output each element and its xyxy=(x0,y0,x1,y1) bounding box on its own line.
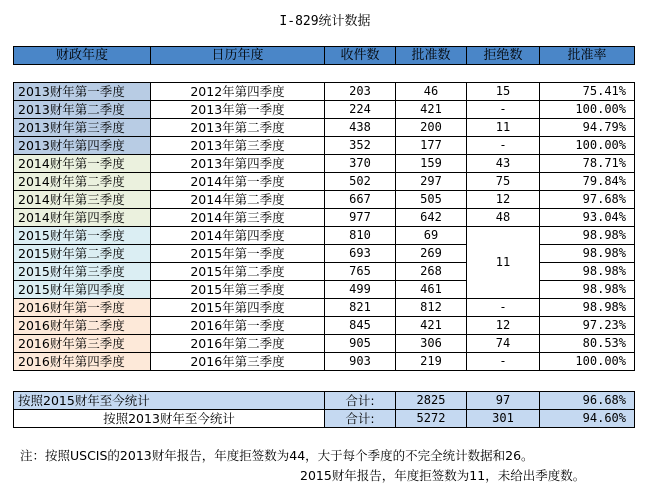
page-title: I-829统计数据 xyxy=(279,14,371,29)
cell-approval-rate: 93.04% xyxy=(540,209,635,227)
cell-received: 693 xyxy=(325,245,396,263)
header-fiscal-year: 财政年度 xyxy=(14,47,151,65)
cell-approved: 269 xyxy=(396,245,467,263)
table-row xyxy=(14,209,635,227)
table-row xyxy=(14,83,635,101)
header-denied: 拒绝数 xyxy=(467,47,540,65)
summary-row-fy2015 xyxy=(14,392,635,410)
cell-denied: 74 xyxy=(467,335,540,353)
summary-row-fy2013 xyxy=(14,410,635,428)
cell-calendar-year: 2014年第一季度 xyxy=(151,173,325,191)
cell-approved: 219 xyxy=(396,353,467,371)
cell-received: 667 xyxy=(325,191,396,209)
cell-approval-rate: 80.53% xyxy=(540,335,635,353)
summary-label: 按照2013财年至今统计 xyxy=(14,410,325,428)
cell-received: 905 xyxy=(325,335,396,353)
cell-fiscal-year: 2016财年第二季度 xyxy=(14,317,151,335)
cell-calendar-year: 2013年第三季度 xyxy=(151,137,325,155)
cell-approval-rate: 75.41% xyxy=(540,83,635,101)
cell-approval-rate: 97.23% xyxy=(540,317,635,335)
cell-denied: 75 xyxy=(467,173,540,191)
cell-received: 352 xyxy=(325,137,396,155)
summary-denied: 301 xyxy=(467,410,540,428)
cell-approval-rate: 100.00% xyxy=(540,101,635,119)
table-row xyxy=(14,317,635,335)
cell-denied: 15 xyxy=(467,83,540,101)
cell-approval-rate: 78.71% xyxy=(540,155,635,173)
cell-fiscal-year: 2015财年第一季度 xyxy=(14,227,151,245)
summary-table xyxy=(13,391,635,428)
cell-calendar-year: 2013年第一季度 xyxy=(151,101,325,119)
cell-denied: 43 xyxy=(467,155,540,173)
cell-calendar-year: 2015年第四季度 xyxy=(151,299,325,317)
cell-approved: 461 xyxy=(396,281,467,299)
cell-fiscal-year: 2014财年第四季度 xyxy=(14,209,151,227)
header-received: 收件数 xyxy=(325,47,396,65)
cell-denied-fy2015-merged: 11 xyxy=(467,227,540,299)
cell-approved: 177 xyxy=(396,137,467,155)
cell-fiscal-year: 2015财年第三季度 xyxy=(14,263,151,281)
cell-calendar-year: 2016年第三季度 xyxy=(151,353,325,371)
summary-rate: 94.60% xyxy=(540,410,635,428)
cell-approval-rate: 98.98% xyxy=(540,245,635,263)
cell-calendar-year: 2014年第四季度 xyxy=(151,227,325,245)
cell-fiscal-year: 2016财年第一季度 xyxy=(14,299,151,317)
table-row xyxy=(14,101,635,119)
cell-calendar-year: 2012年第四季度 xyxy=(151,83,325,101)
summary-received: 2825 xyxy=(396,392,467,410)
table-row xyxy=(14,299,635,317)
cell-approved: 200 xyxy=(396,119,467,137)
cell-denied: - xyxy=(467,353,540,371)
cell-calendar-year: 2014年第三季度 xyxy=(151,209,325,227)
cell-received: 499 xyxy=(325,281,396,299)
footnote-line-2: 2015财年报告，年度拒签数为11，未给出季度数。 xyxy=(300,468,586,483)
summary-total-label: 合计: xyxy=(325,392,396,410)
cell-received: 821 xyxy=(325,299,396,317)
cell-denied: - xyxy=(467,299,540,317)
cell-fiscal-year: 2013财年第四季度 xyxy=(14,137,151,155)
cell-denied: 11 xyxy=(467,119,540,137)
cell-approved: 421 xyxy=(396,101,467,119)
summary-denied: 97 xyxy=(467,392,540,410)
cell-approved: 505 xyxy=(396,191,467,209)
cell-received: 977 xyxy=(325,209,396,227)
cell-received: 370 xyxy=(325,155,396,173)
cell-calendar-year: 2015年第二季度 xyxy=(151,263,325,281)
cell-calendar-year: 2014年第二季度 xyxy=(151,191,325,209)
cell-calendar-year: 2013年第二季度 xyxy=(151,119,325,137)
cell-approval-rate: 79.84% xyxy=(540,173,635,191)
table-row xyxy=(14,155,635,173)
cell-received: 224 xyxy=(325,101,396,119)
statistics-table xyxy=(13,46,635,371)
table-row xyxy=(14,245,635,263)
cell-approval-rate: 97.68% xyxy=(540,191,635,209)
cell-fiscal-year: 2013财年第三季度 xyxy=(14,119,151,137)
summary-total-label: 合计: xyxy=(325,410,396,428)
cell-approved: 268 xyxy=(396,263,467,281)
cell-calendar-year: 2016年第二季度 xyxy=(151,335,325,353)
cell-received: 502 xyxy=(325,173,396,191)
cell-calendar-year: 2013年第四季度 xyxy=(151,155,325,173)
cell-denied: 12 xyxy=(467,191,540,209)
cell-approved: 297 xyxy=(396,173,467,191)
cell-received: 438 xyxy=(325,119,396,137)
table-row xyxy=(14,191,635,209)
cell-calendar-year: 2015年第一季度 xyxy=(151,245,325,263)
cell-received: 810 xyxy=(325,227,396,245)
cell-denied: - xyxy=(467,137,540,155)
cell-approval-rate: 98.98% xyxy=(540,227,635,245)
cell-approval-rate: 94.79% xyxy=(540,119,635,137)
cell-received: 845 xyxy=(325,317,396,335)
table-row xyxy=(14,263,635,281)
cell-approved: 812 xyxy=(396,299,467,317)
cell-approved: 159 xyxy=(396,155,467,173)
cell-fiscal-year: 2013财年第二季度 xyxy=(14,101,151,119)
cell-approval-rate: 100.00% xyxy=(540,137,635,155)
summary-label: 按照2015财年至今统计 xyxy=(14,392,325,410)
summary-received: 5272 xyxy=(396,410,467,428)
cell-fiscal-year: 2015财年第四季度 xyxy=(14,281,151,299)
table-row xyxy=(14,353,635,371)
table-row xyxy=(14,137,635,155)
cell-approved: 46 xyxy=(396,83,467,101)
table-row xyxy=(14,119,635,137)
table-row xyxy=(14,173,635,191)
cell-fiscal-year: 2013财年第一季度 xyxy=(14,83,151,101)
cell-approved: 421 xyxy=(396,317,467,335)
cell-fiscal-year: 2014财年第二季度 xyxy=(14,173,151,191)
cell-received: 765 xyxy=(325,263,396,281)
cell-received: 203 xyxy=(325,83,396,101)
cell-denied: 48 xyxy=(467,209,540,227)
cell-approved: 69 xyxy=(396,227,467,245)
cell-approval-rate: 98.98% xyxy=(540,263,635,281)
cell-denied: 12 xyxy=(467,317,540,335)
cell-fiscal-year: 2014财年第一季度 xyxy=(14,155,151,173)
summary-rate: 96.68% xyxy=(540,392,635,410)
cell-calendar-year: 2016年第一季度 xyxy=(151,317,325,335)
cell-fiscal-year: 2014财年第三季度 xyxy=(14,191,151,209)
cell-approval-rate: 98.98% xyxy=(540,299,635,317)
table-row xyxy=(14,281,635,299)
header-approved: 批准数 xyxy=(396,47,467,65)
cell-approval-rate: 100.00% xyxy=(540,353,635,371)
cell-approval-rate: 98.98% xyxy=(540,281,635,299)
cell-received: 903 xyxy=(325,353,396,371)
header-approval-rate: 批准率 xyxy=(540,47,635,65)
table-row xyxy=(14,227,635,245)
cell-denied: - xyxy=(467,101,540,119)
cell-approved: 306 xyxy=(396,335,467,353)
table-row xyxy=(14,335,635,353)
cell-fiscal-year: 2016财年第三季度 xyxy=(14,335,151,353)
cell-calendar-year: 2015年第三季度 xyxy=(151,281,325,299)
cell-fiscal-year: 2016财年第四季度 xyxy=(14,353,151,371)
table-header-row xyxy=(14,47,635,65)
cell-fiscal-year: 2015财年第二季度 xyxy=(14,245,151,263)
footnote-line-1: 注：按照USCIS的2013财年报告，年度拒签数为44，大于每个季度的不完全统计数据和26。 xyxy=(20,448,534,463)
table-spacer xyxy=(14,65,635,83)
header-calendar-year: 日历年度 xyxy=(151,47,325,65)
cell-approved: 642 xyxy=(396,209,467,227)
